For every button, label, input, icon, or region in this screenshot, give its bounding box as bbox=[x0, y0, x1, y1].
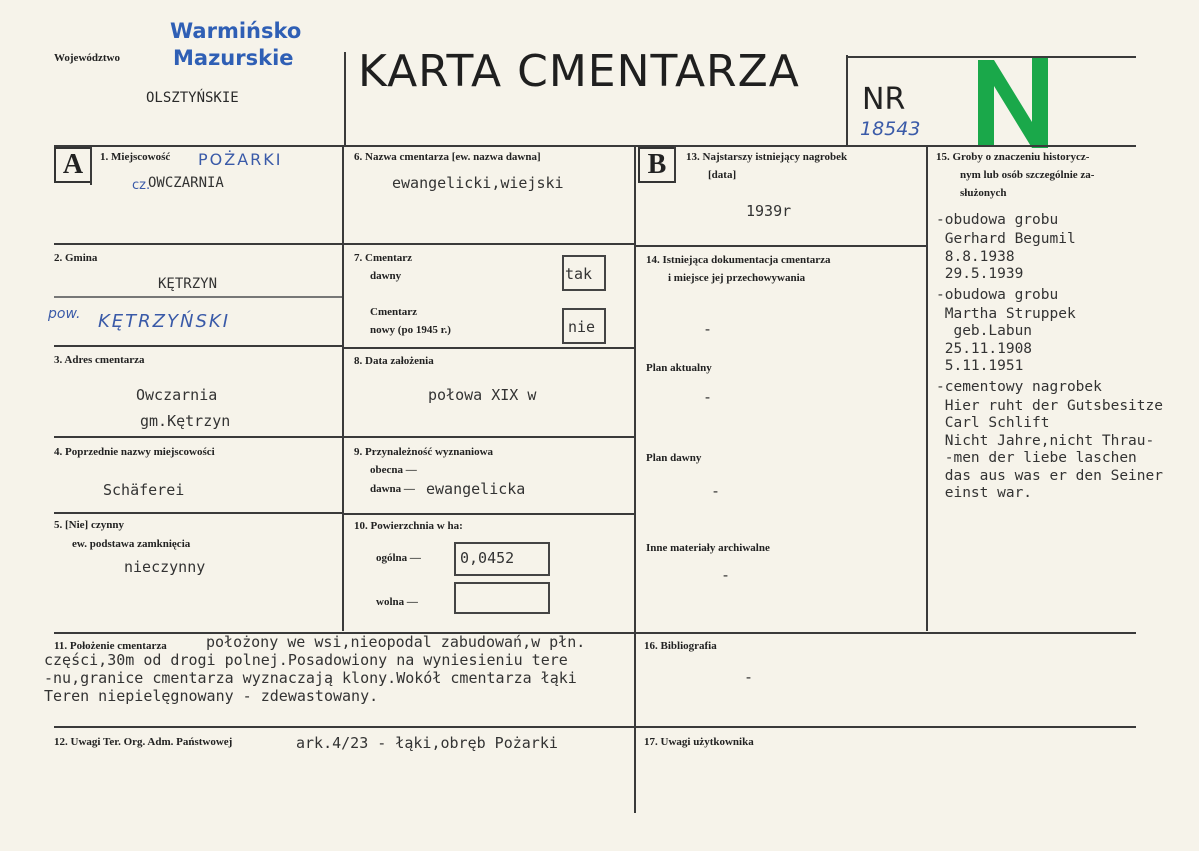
f14-label: 14. Istniejąca dokumentacja cmentarza bbox=[646, 254, 831, 266]
f9-label: 9. Przynależność wyznaniowa bbox=[354, 446, 494, 458]
f4-value: Schäferei bbox=[103, 481, 185, 499]
f1-value: OWCZARNIA bbox=[148, 175, 224, 191]
plan-dawny-label: Plan dawny bbox=[646, 452, 702, 464]
f9-obecna: obecna — bbox=[370, 464, 417, 476]
stamp-line2: Mazurskie bbox=[173, 46, 294, 70]
f15-line: das aus was er den Seiner bbox=[936, 467, 1163, 484]
f4-label: 4. Poprzednie nazwy miejscowości bbox=[54, 446, 215, 458]
f8-value: połowa XIX w bbox=[428, 386, 537, 404]
plan-dawny-value: - bbox=[711, 482, 721, 500]
f15-line: 25.11.1908 bbox=[936, 340, 1033, 357]
f11-line3: -nu,granice cmentarza wyznaczają klony.Wokół cmentarza łąki bbox=[44, 669, 577, 687]
stamp-line1: Warmińsko bbox=[170, 19, 302, 43]
f15-line: -obudowa grobu bbox=[936, 212, 1059, 228]
f15-label3: służonych bbox=[960, 187, 1007, 199]
f14-label2: i miejsce jej przechowywania bbox=[668, 272, 806, 284]
f6-value: ewangelicki,wiejski bbox=[392, 174, 564, 192]
f15-line: Nicht Jahre,nicht Thrau- bbox=[936, 432, 1155, 449]
inne-materialy-value: - bbox=[721, 566, 731, 584]
region: OLSZTYŃSKIE bbox=[146, 90, 239, 106]
f15-line: -cementowy nagrobek bbox=[936, 378, 1102, 395]
f15-line: einst war. bbox=[936, 485, 1033, 501]
f2-hand-prefix: pow. bbox=[48, 306, 81, 322]
f11-label: 11. Położenie cmentarza bbox=[54, 640, 167, 652]
f5-value: nieczynny bbox=[124, 558, 206, 576]
f12-value: ark.4/23 - łąki,obręb Pożarki bbox=[296, 734, 558, 752]
f6-label: 6. Nazwa cmentarza [ew. nazwa dawna] bbox=[354, 151, 541, 163]
f15-line: Carl Schlift bbox=[936, 415, 1050, 431]
f15-line: Gerhard Begumil bbox=[936, 231, 1076, 247]
f15-line: Martha Struppek bbox=[936, 305, 1076, 322]
f12-label: 12. Uwagi Ter. Org. Adm. Państwowej bbox=[54, 736, 233, 748]
f7-label: 7. Cmentarz bbox=[354, 252, 413, 264]
section-b-letter: B bbox=[638, 147, 676, 183]
f11-line2: części,30m od drogi polnej.Posadowiony na wyniesieniu tere bbox=[44, 651, 568, 669]
f7-label2: Cmentarz bbox=[370, 306, 418, 318]
f5-label2: ew. podstawa zamknięcia bbox=[72, 538, 191, 550]
f2-label: 2. Gmina bbox=[54, 252, 98, 264]
f15-line: geb.Labun bbox=[936, 323, 1033, 339]
f9-dawna-value: ewangelicka bbox=[426, 480, 526, 498]
f13-value: 1939r bbox=[746, 202, 792, 220]
f1-prefix: cz. bbox=[132, 178, 151, 193]
f8-label: 8. Data założenia bbox=[354, 355, 434, 367]
f13-label2: [data] bbox=[708, 169, 737, 181]
inne-materialy-label: Inne materiały archiwalne bbox=[646, 542, 770, 554]
f10-label: 10. Powierzchnia w ha: bbox=[354, 520, 463, 532]
f10-ogolna-value: 0,0452 bbox=[460, 549, 515, 567]
f15-line: -obudowa grobu bbox=[936, 286, 1059, 303]
f7-dawny-value: tak bbox=[565, 265, 593, 283]
f7-nowy-value: nie bbox=[568, 318, 596, 336]
f11-line4: Teren niepielęgnowany - zdewastowany. bbox=[44, 687, 379, 705]
f1-hand: POŻARKI bbox=[198, 150, 283, 169]
f15-line: 5.11.1951 bbox=[936, 358, 1024, 374]
section-a-letter: A bbox=[54, 147, 92, 183]
f15-label1: 15. Groby o znaczeniu historycz- bbox=[936, 151, 1090, 163]
f10-wolna-box bbox=[454, 582, 550, 614]
f14-dash: - bbox=[703, 320, 713, 338]
f13-label: 13. Najstarszy istniejący nagrobek bbox=[686, 151, 848, 163]
f7-dawny: dawny bbox=[370, 270, 402, 282]
f2-hand-value: KĘTRZYŃSKI bbox=[98, 311, 231, 332]
f15-line: Hier ruht der Gutsbesitze bbox=[936, 397, 1163, 414]
f2-value: KĘTRZYN bbox=[158, 276, 218, 292]
wojewodztwo-label: Województwo bbox=[54, 52, 120, 64]
f10-ogolna: ogólna — bbox=[376, 552, 421, 564]
green-n-shape bbox=[978, 58, 1048, 148]
f16-value: - bbox=[744, 668, 754, 686]
f7-nowy: nowy (po 1945 r.) bbox=[370, 324, 451, 336]
plan-aktualny-value: - bbox=[703, 388, 713, 406]
f16-label: 16. Bibliografia bbox=[644, 640, 717, 652]
f1-label: 1. Miejscowość bbox=[100, 151, 171, 163]
f15-line: 8.8.1938 bbox=[936, 248, 1015, 265]
plan-aktualny-label: Plan aktualny bbox=[646, 362, 712, 374]
f15-line: 29.5.1939 bbox=[936, 266, 1024, 282]
green-n-mark bbox=[968, 52, 1058, 152]
f9-dawna: dawna — bbox=[370, 483, 415, 495]
f5-label1: 5. [Nie] czynny bbox=[54, 519, 124, 531]
f10-wolna: wolna — bbox=[376, 596, 418, 608]
f3-label: 3. Adres cmentarza bbox=[54, 354, 145, 366]
f3-line1: Owczarnia bbox=[136, 386, 218, 404]
f17-label: 17. Uwagi użytkownika bbox=[644, 736, 754, 748]
nr-handwritten: 18543 bbox=[860, 118, 921, 140]
f15-graves-list bbox=[936, 209, 1196, 503]
nr-label: NR bbox=[862, 82, 906, 117]
f11-line1: położony we wsi,nieopodal zabudowań,w płn. bbox=[206, 633, 586, 651]
f15-label2: nym lub osób szczególnie za- bbox=[960, 169, 1095, 181]
f15-line: -men der liebe laschen bbox=[936, 450, 1137, 466]
page-title: KARTA CMENTARZA bbox=[358, 46, 800, 97]
f3-line2: gm.Kętrzyn bbox=[140, 412, 231, 430]
